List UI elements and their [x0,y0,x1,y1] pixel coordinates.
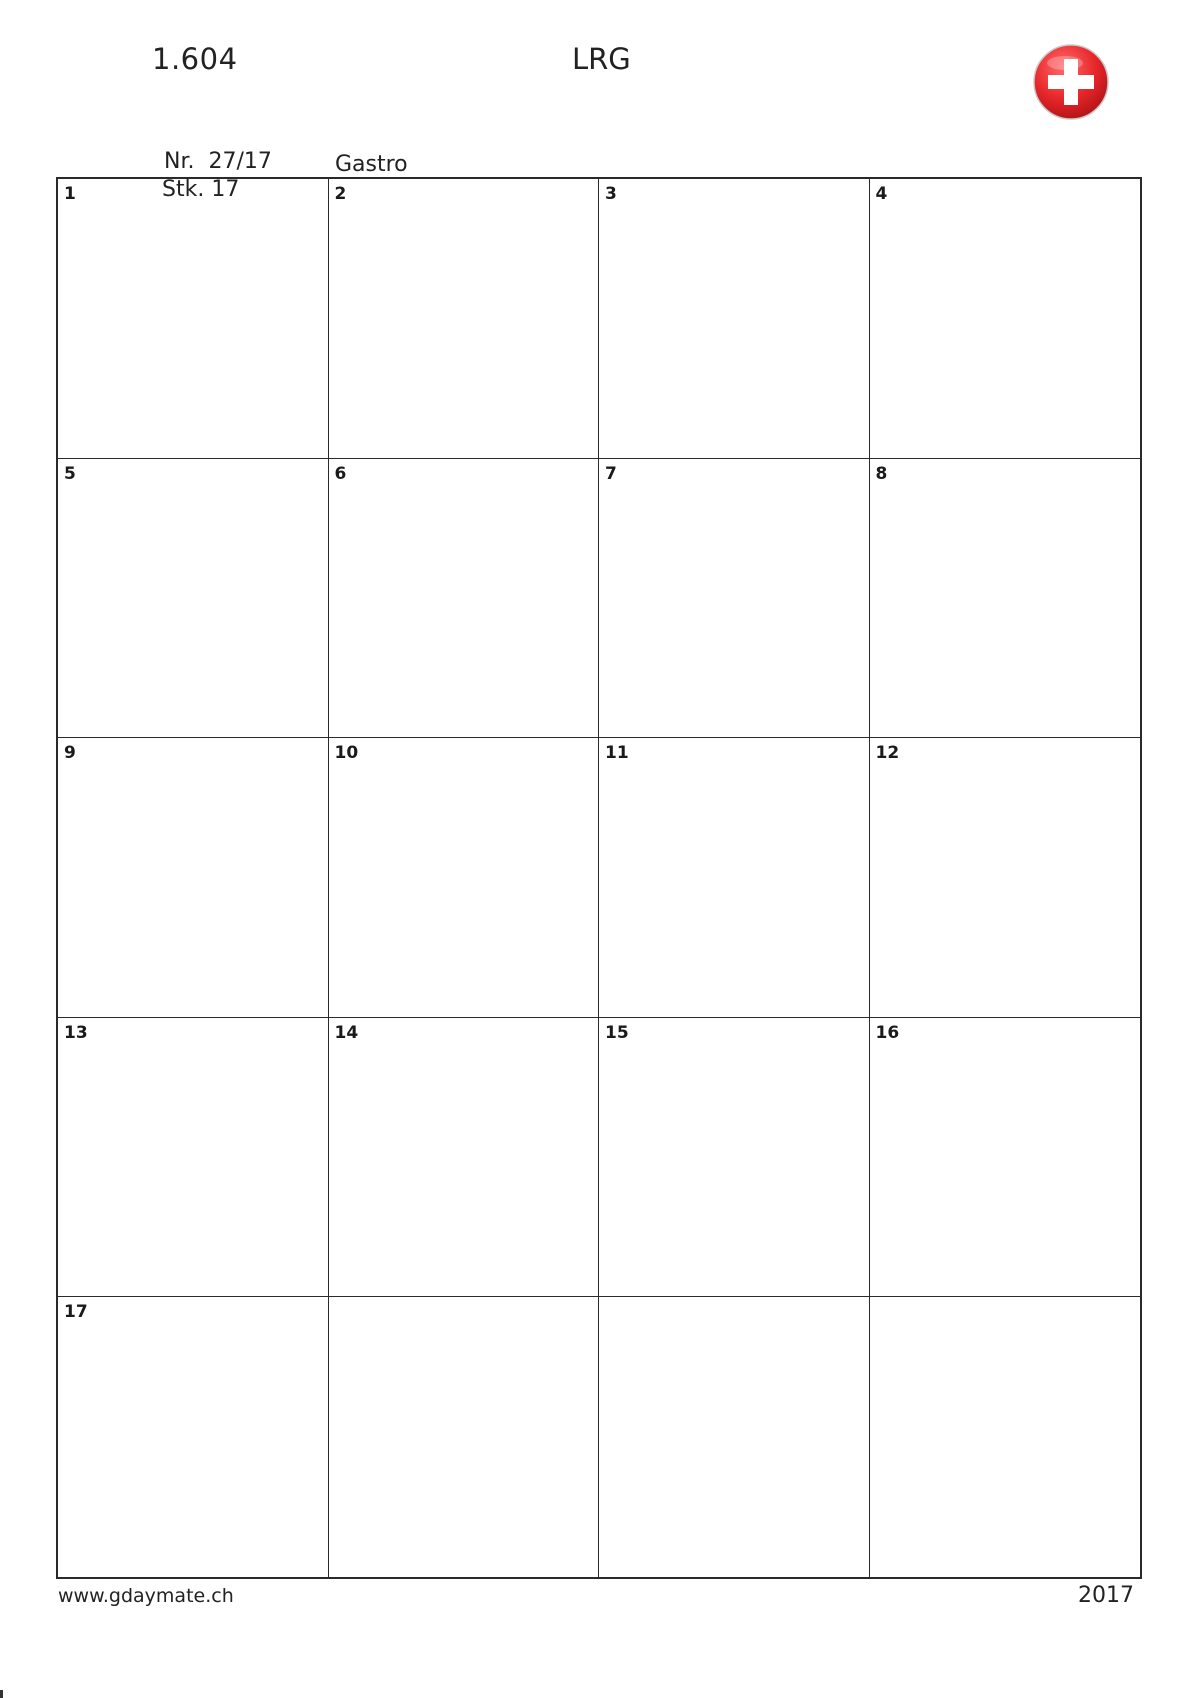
grid-cell[interactable] [329,179,600,459]
cell-number: 4 [875,184,888,204]
cell-number: 15 [605,1022,629,1043]
grid-cell[interactable] [329,1018,600,1298]
cell-number: 11 [605,743,629,764]
grid-cell[interactable] [329,1297,600,1577]
cell-number: 12 [875,743,900,764]
cell-number: 16 [875,1022,900,1043]
scan-mark [0,1690,3,1698]
grid-cell[interactable] [329,459,600,739]
grid-cell[interactable] [58,179,329,459]
cell-number: 6 [334,463,347,484]
cell-number: 9 [64,743,76,764]
grid-cell[interactable] [599,1018,870,1298]
cell-number: 7 [605,463,617,484]
year-label: 2017 [1078,1583,1134,1608]
issue-number-value: 27/17 [208,149,272,174]
grid-cell[interactable] [58,1297,329,1577]
cell-number: 10 [334,743,359,764]
cell-number: 8 [875,463,888,484]
grid-cell[interactable] [870,1018,1141,1298]
grid-cell[interactable] [599,459,870,739]
grid-cell[interactable] [329,738,600,1018]
category-label: Gastro [335,152,408,177]
grid-cell[interactable] [870,459,1141,739]
grid-cell[interactable] [870,1297,1141,1577]
grid-cell[interactable] [58,459,329,739]
cell-number: 13 [64,1022,88,1043]
grid-cell[interactable] [599,738,870,1018]
catalog-number: 1.604 [152,42,238,76]
grid-cell[interactable] [58,738,329,1018]
cell-number: 14 [334,1022,359,1043]
series-code: LRG [572,42,631,76]
grid-cell[interactable] [599,179,870,459]
piece-count-label: Stk. [162,177,205,202]
issue-number-label: Nr. [164,149,195,174]
cell-number: 17 [64,1302,88,1323]
cell-number: 3 [605,184,617,204]
cell-number: 2 [334,184,347,204]
piece-count-value: 17 [211,177,240,202]
grid-cell[interactable] [870,738,1141,1018]
grid-cell[interactable] [599,1297,870,1577]
collection-grid [56,177,1142,1579]
website-link[interactable]: www.gdaymate.ch [58,1585,234,1607]
grid-cell[interactable] [58,1018,329,1298]
swiss-flag-icon [1032,43,1110,121]
cell-number: 1 [64,184,76,204]
cell-number: 5 [64,463,76,484]
grid-cell[interactable] [870,179,1141,459]
